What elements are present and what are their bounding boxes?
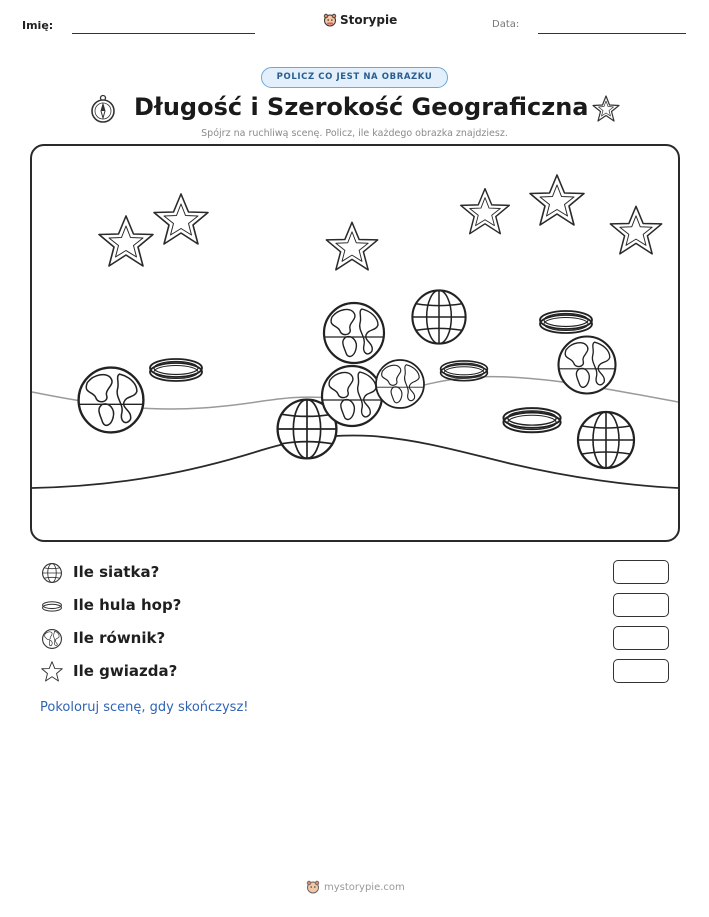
site-footer bbox=[306, 880, 405, 894]
answer-box[interactable] bbox=[613, 560, 669, 584]
answer-box[interactable] bbox=[613, 659, 669, 683]
question-row bbox=[40, 659, 680, 685]
activity-badge: POLICZ CO JEST NA OBRAZKU bbox=[261, 67, 448, 88]
wire-globe-icon bbox=[40, 561, 64, 585]
storypie-mascot-icon bbox=[306, 880, 320, 894]
page-subtitle: Spójrz na ruchliwą scenę. Policz, ile każdego obrazka znajdziesz. bbox=[201, 128, 508, 139]
date-label: Data: bbox=[492, 19, 520, 30]
answer-box[interactable] bbox=[613, 626, 669, 650]
title-row bbox=[0, 92, 709, 126]
question-row bbox=[40, 593, 680, 619]
question-row bbox=[40, 626, 680, 652]
name-label: Imię: bbox=[22, 19, 54, 32]
storypie-mascot-icon bbox=[323, 13, 337, 27]
coloring-instruction: Pokoloruj scenę, gdy skończysz! bbox=[40, 700, 249, 715]
date-field-line[interactable] bbox=[538, 33, 686, 34]
question-label: Ile równik? bbox=[73, 629, 166, 647]
site-url[interactable]: mystorypie.com bbox=[324, 881, 405, 893]
brand-name: Storypie bbox=[340, 13, 398, 27]
name-field-line[interactable] bbox=[72, 33, 255, 34]
question-label: Ile siatka? bbox=[73, 563, 160, 581]
hula-hoop-icon bbox=[40, 594, 64, 618]
question-label: Ile hula hop? bbox=[73, 596, 182, 614]
earth-globe-icon bbox=[40, 627, 64, 651]
scene-drawing bbox=[32, 146, 678, 540]
star-icon bbox=[592, 95, 620, 123]
counting-scene bbox=[30, 144, 680, 542]
brand-logo bbox=[323, 13, 397, 27]
answer-box[interactable] bbox=[613, 593, 669, 617]
question-label: Ile gwiazda? bbox=[73, 662, 178, 680]
page-title: Długość i Szerokość Geograficzna bbox=[134, 93, 589, 121]
compass-icon bbox=[90, 94, 116, 124]
question-row bbox=[40, 560, 680, 586]
star-icon bbox=[40, 660, 64, 684]
